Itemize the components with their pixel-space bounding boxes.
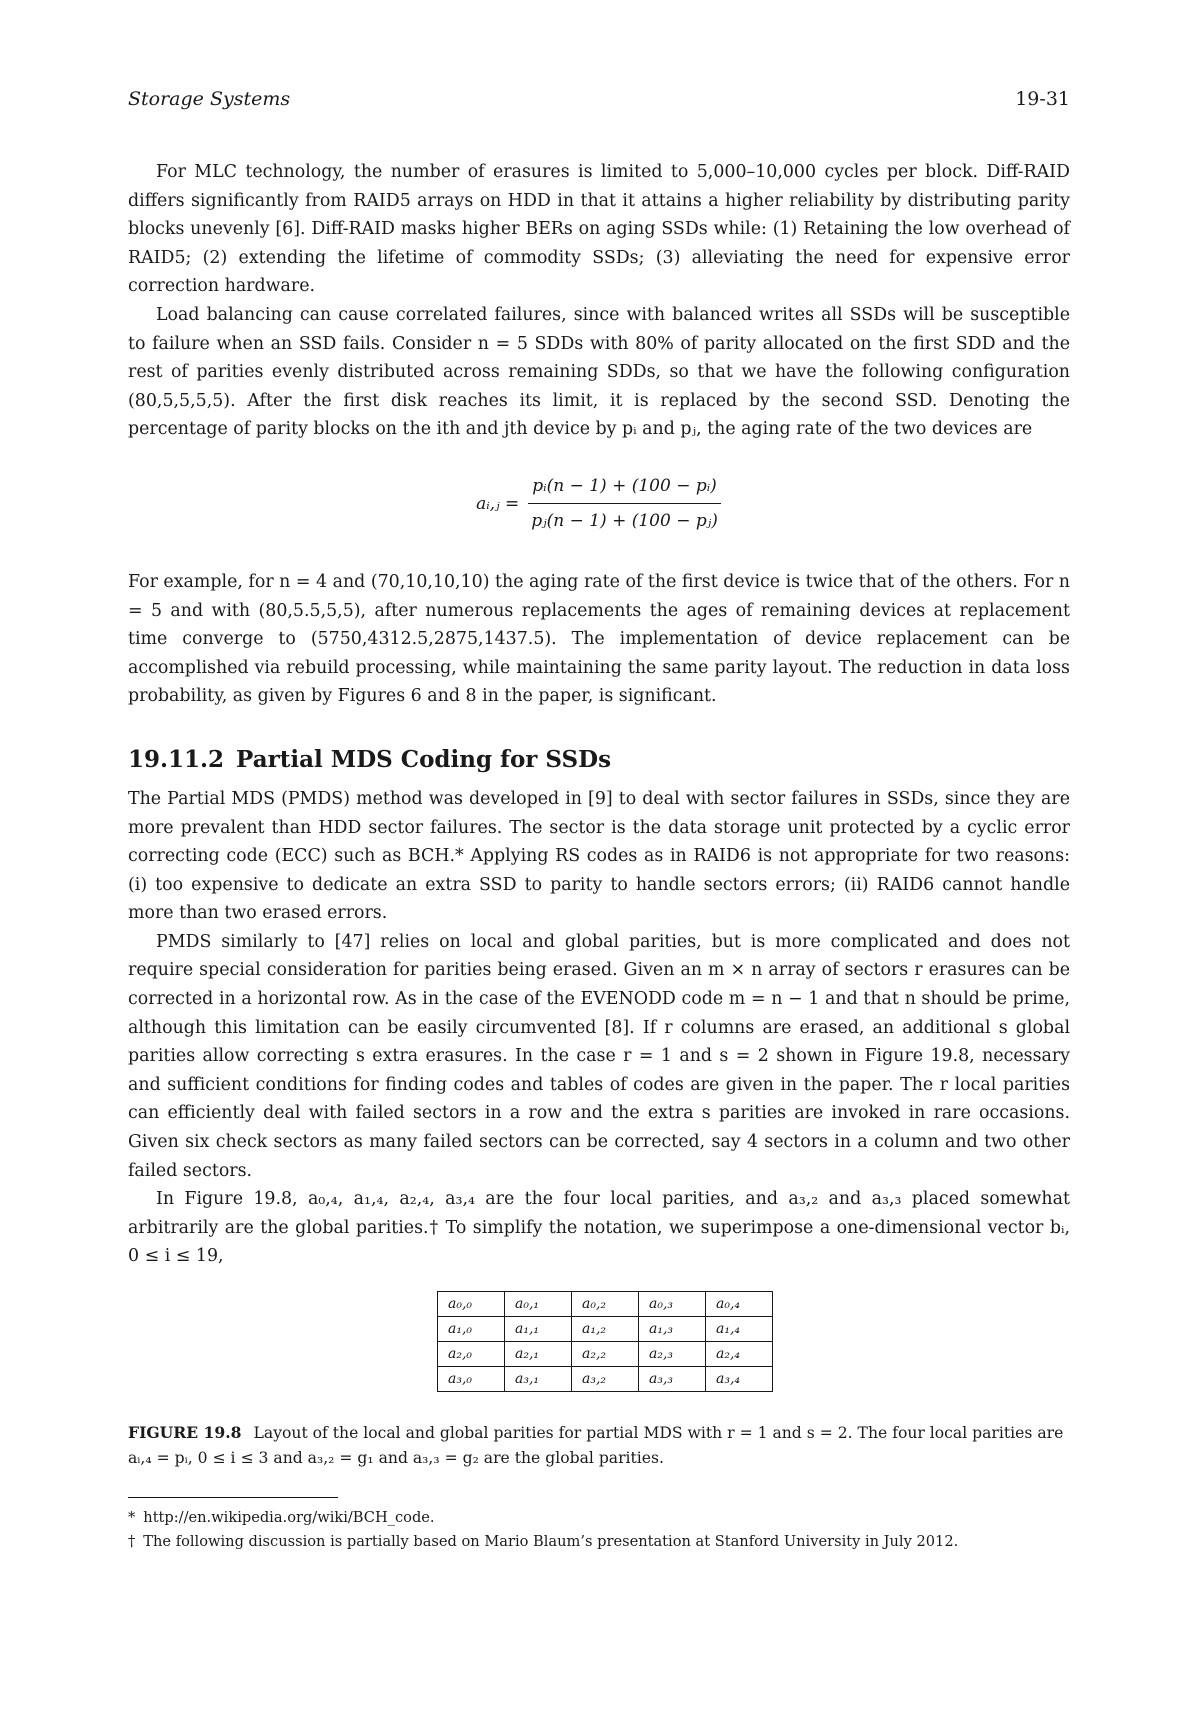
paragraph-example: For example, for n = 4 and (70,10,10,10) the aging rate of the first device is twice that of the others. For n = 5 and with (80,5.5,5,5), after numerous replacements the ages of remaining devices at replacement time converge to (5750,4312.5,2875,1437.5). The implementation of device replacement can be accomplished via rebuild processing, while maintaining the same parity layout. The reduction in data loss probability, as given by Figures 6 and 8 in the paper, is significant. bbox=[128, 571, 1071, 707]
grid-cell: a₂,₂ bbox=[572, 1342, 639, 1367]
section-title: Partial MDS Coding for SSDs bbox=[236, 745, 612, 773]
caption-text: Layout of the local and global parities for partial MDS with r = 1 and s = 2. The four local parities are aᵢ,₄ = pᵢ, 0 ≤ i ≤ 3 and a₃,₂ = g₁ and a₃,₃ = g₂ are the global parities. bbox=[128, 1424, 1064, 1467]
paragraph-pmds-parities: PMDS similarly to [47] relies on local and global parities, but is more complicated and does not require special consideration for parities being erased. Given an m × n array of sectors r erasures can be corrected in a horizontal row. As in the case of the EVENODD code m = n − 1 and that n should be prime, although this limitation can be easily circumvented [8]. If r columns are erased, an additional s global parities allow correcting s extra erasures. In the case r = 1 and s = 2 shown in Figure 19.8, necessary and sufficient conditions for finding codes and tables of codes are given in the paper. The r local parities can efficiently deal with failed sectors in a row and the extra s parities are invoked in rare occasions. Given six check sectors as many failed sectors can be corrected, say 4 sectors in a column and two other failed sectors. bbox=[128, 931, 1070, 1181]
grid-cell: a₀,₂ bbox=[572, 1292, 639, 1317]
main-text bbox=[128, 158, 1070, 1554]
grid-cell: a₁,₀ bbox=[438, 1317, 505, 1342]
section-number: 19.11.2 bbox=[128, 745, 225, 773]
grid-cell: a₀,₀ bbox=[438, 1292, 505, 1317]
page-number: 19-31 bbox=[1015, 88, 1070, 110]
grid-row bbox=[438, 1367, 773, 1392]
grid-cell: a₃,₄ bbox=[706, 1367, 773, 1392]
footnotes bbox=[128, 1506, 1070, 1554]
footnote-mark: † bbox=[128, 1533, 136, 1550]
grid-cell: a₃,₃ bbox=[639, 1367, 706, 1392]
paragraph-load-balancing: Load balancing can cause correlated failures, since with balanced writes all SSDs will be susceptible to failure when an SSD fails. Consider n = 5 SDDs with 80% of parity allocated on the first SDD and the rest of parities evenly distributed across remaining SDDs, so that we have the following configuration (80,5,5,5,5). After the first disk reaches its limit, it is replaced by the second SSD. Denoting the percentage of parity blocks on the ith and jth device by pᵢ and pⱼ, the aging rate of the two devices are bbox=[128, 304, 1070, 440]
grid-cell: a₁,₁ bbox=[505, 1317, 572, 1342]
grid-row bbox=[438, 1292, 773, 1317]
grid-cell: a₀,₁ bbox=[505, 1292, 572, 1317]
grid-cell: a₂,₁ bbox=[505, 1342, 572, 1367]
grid-row bbox=[438, 1317, 773, 1342]
paragraph-figure-reference: In Figure 19.8, a₀,₄, a₁,₄, a₂,₄, a₃,₄ are the four local parities, and a₃,₂ and a₃,₃ placed somewhat arbitrarily are the global parities.† To simplify the notation, we superimpose a one-dimensional vector bᵢ, 0 ≤ i ≤ 19, bbox=[128, 1189, 1070, 1267]
figure-19-8 bbox=[128, 1291, 1070, 1392]
grid-cell: a₀,₃ bbox=[639, 1292, 706, 1317]
equation-fraction bbox=[527, 472, 722, 535]
grid-cell: a₂,₃ bbox=[639, 1342, 706, 1367]
equation-lhs: aᵢ,ⱼ = bbox=[476, 493, 520, 514]
grid-cell: a₃,₂ bbox=[572, 1367, 639, 1392]
equation-denominator: pⱼ(n − 1) + (100 − pⱼ) bbox=[531, 510, 718, 531]
running-head bbox=[128, 88, 1070, 116]
grid-cell: a₁,₄ bbox=[706, 1317, 773, 1342]
paragraph-pmds-intro: The Partial MDS (PMDS) method was developed in [9] to deal with sector failures in SSDs, since they are more prevalent than HDD sector failures. The sector is the data storage unit protected by a cyclic error correcting code (ECC) such as BCH.* Applying RS codes as in RAID6 is not appropriate for two reasons: (i) too expensive to dedicate an extra SSD to parity to handle sectors errors; (ii) RAID6 cannot handle more than two erased errors. bbox=[128, 788, 1070, 924]
grid-cell: a₃,₀ bbox=[438, 1367, 505, 1392]
grid-row bbox=[438, 1342, 773, 1367]
footnote-text: http://en.wikipedia.org/wiki/BCH_code. bbox=[143, 1509, 435, 1526]
caption-label: FIGURE 19.8 bbox=[128, 1423, 242, 1442]
equation-numerator: pᵢ(n − 1) + (100 − pᵢ) bbox=[528, 472, 721, 504]
parity-layout-grid bbox=[437, 1291, 773, 1392]
running-head-title: Storage Systems bbox=[128, 88, 291, 110]
footnote-mark: * bbox=[128, 1509, 136, 1526]
section-heading bbox=[128, 745, 1070, 775]
grid-cell: a₁,₂ bbox=[572, 1317, 639, 1342]
aging-rate-equation bbox=[128, 452, 1070, 556]
figure-caption bbox=[128, 1420, 1070, 1471]
grid-cell: a₃,₁ bbox=[505, 1367, 572, 1392]
grid-cell: a₂,₀ bbox=[438, 1342, 505, 1367]
paragraph-mlc: For MLC technology, the number of erasures is limited to 5,000–10,000 cycles per block. Diff-RAID differs significantly from RAID5 arrays on HDD in that it attains a higher reliability by distributing parity blocks unevenly [6]. Diff-RAID masks higher BERs on aging SSDs while: (1) Retaining the low overhead of RAID5; (2) extending the lifetime of commodity SSDs; (3) alleviating the need for expensive error correction hardware. bbox=[128, 162, 1070, 297]
footnote-divider bbox=[128, 1497, 338, 1498]
footnote bbox=[128, 1506, 1070, 1530]
grid-cell: a₀,₄ bbox=[706, 1292, 773, 1317]
footnote bbox=[128, 1530, 1070, 1554]
grid-cell: a₁,₃ bbox=[639, 1317, 706, 1342]
footnote-text: The following discussion is partially based on Mario Blaum’s presentation at Stanford University in July 2012. bbox=[143, 1533, 959, 1550]
grid-cell: a₂,₄ bbox=[706, 1342, 773, 1367]
